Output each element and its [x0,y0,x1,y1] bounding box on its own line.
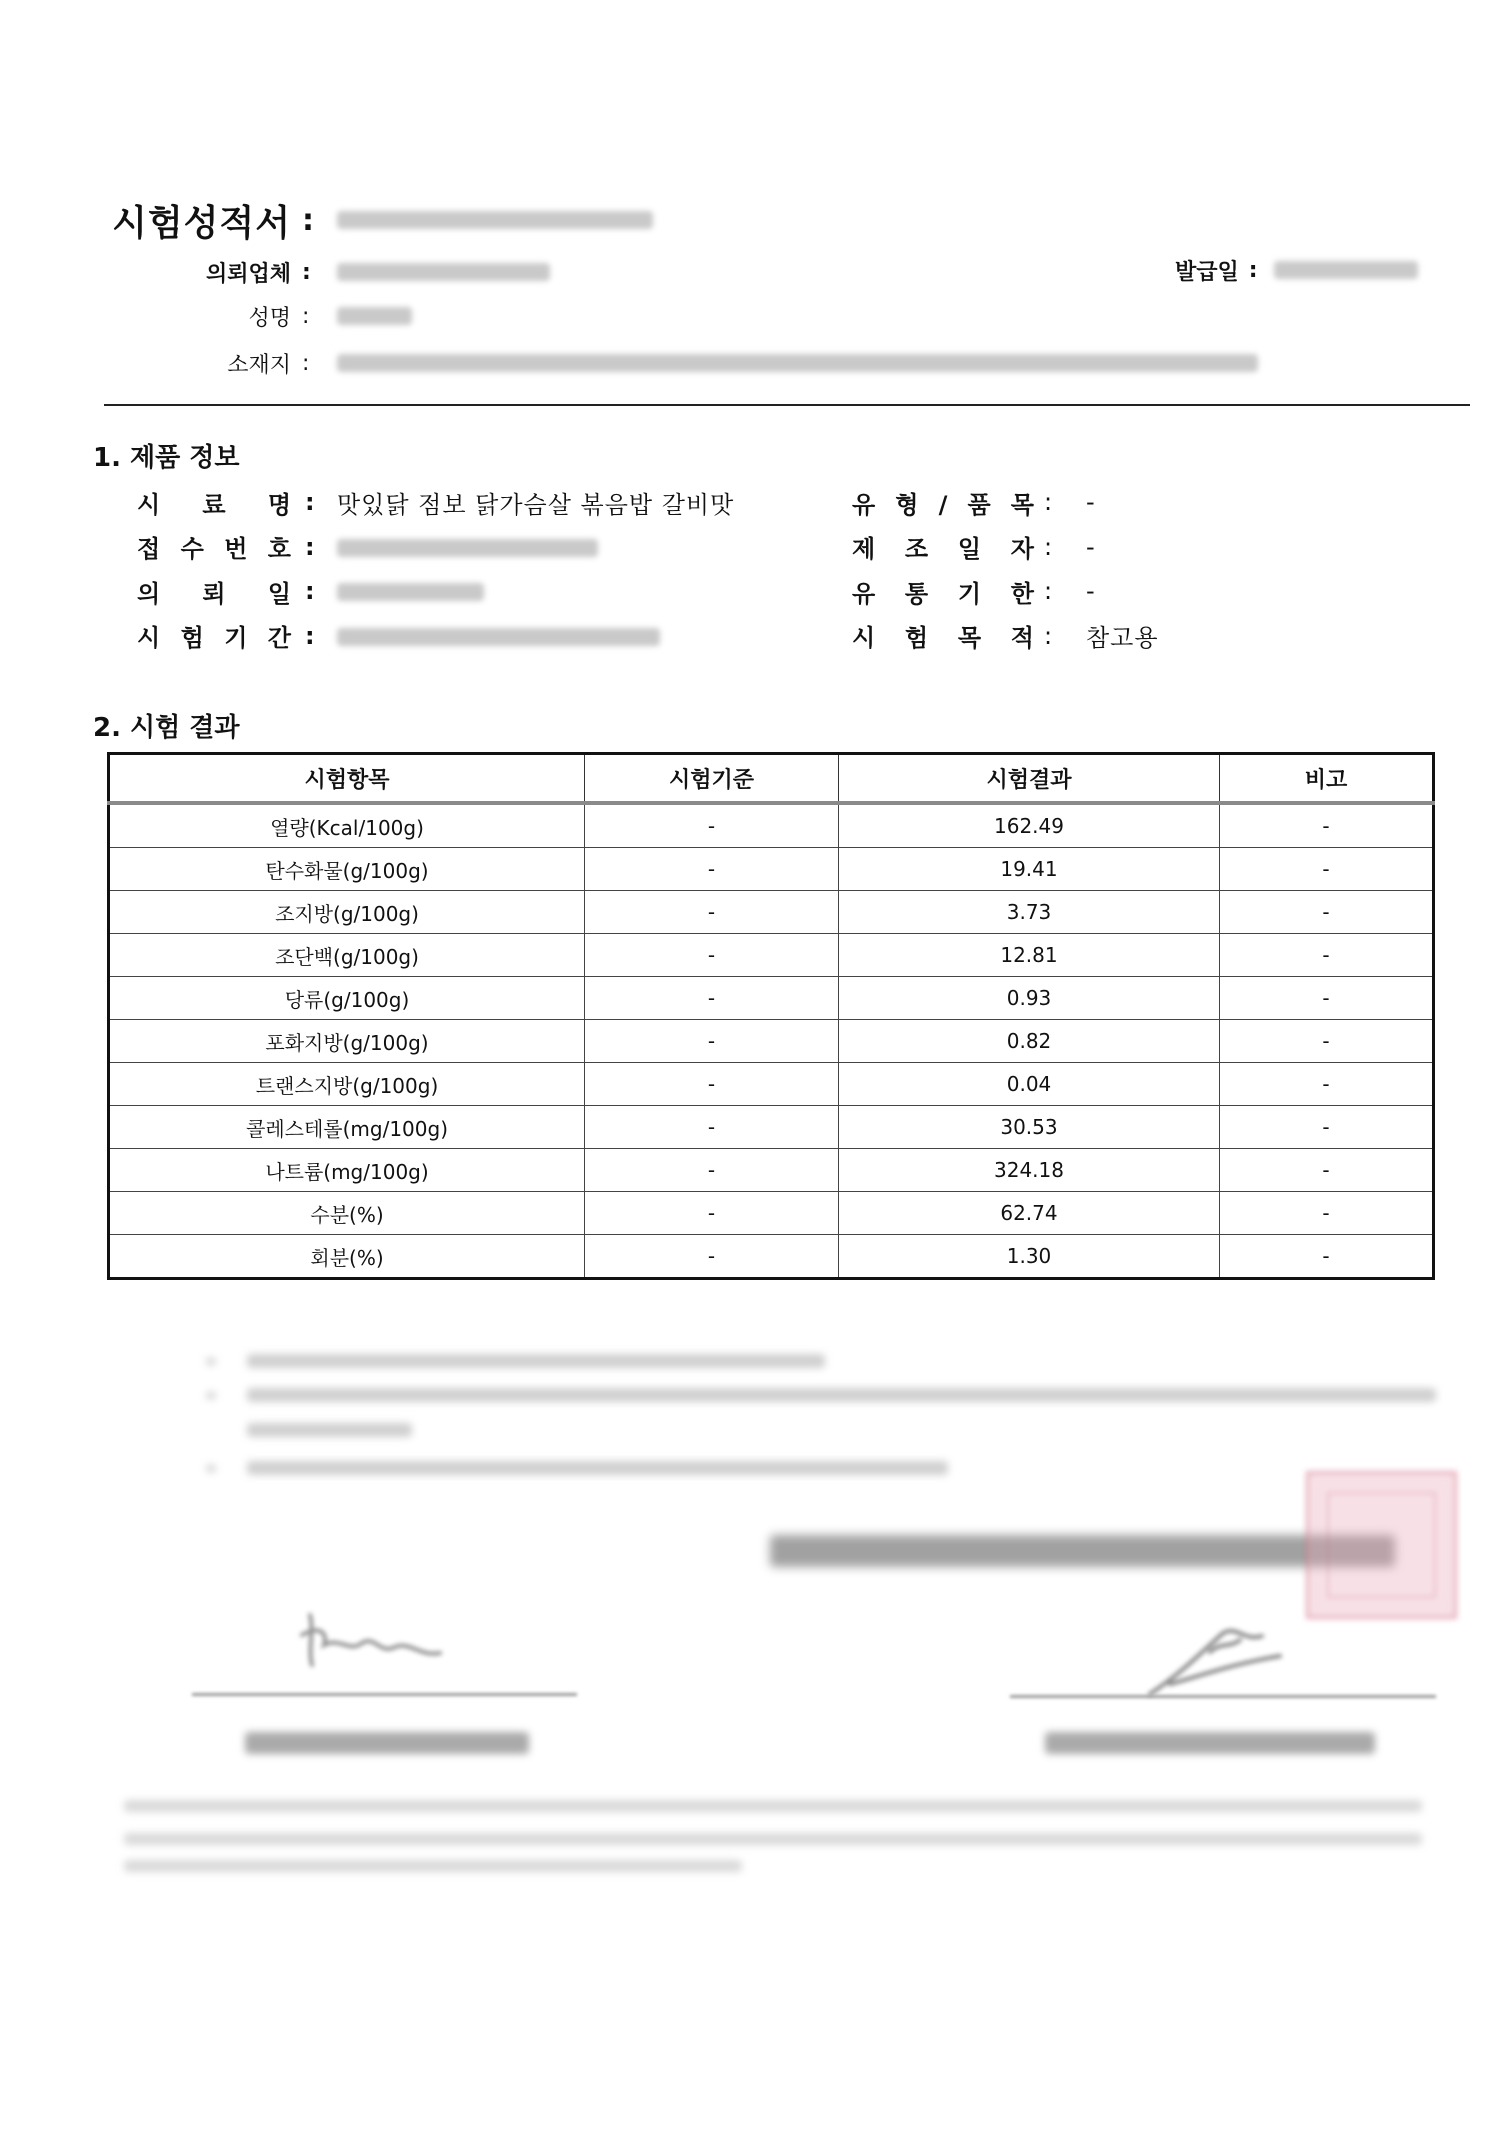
name-row [0,299,412,333]
test-results-table [107,752,1435,1280]
report-title-row [0,196,653,244]
table-row [109,848,1434,891]
colon: : [1044,621,1053,650]
address-row [0,346,1258,380]
approver-signature [1140,1612,1290,1702]
type-value: - [1086,488,1096,517]
product-info-heading: 1. 제품 정보 [93,443,240,473]
column-header-test-result: 시험결과 [839,754,1220,804]
test-item-cell: 트랜스지방(g/100g) [109,1063,585,1106]
test-result-cell: 0.93 [839,977,1220,1020]
remark-cell: - [1220,803,1434,848]
request-date-label: 의 뢰 일 [137,579,291,608]
tester-signature-line [192,1693,577,1696]
column-header-remark: 비고 [1220,754,1434,804]
test-item-cell: 콜레스테롤(mg/100g) [109,1106,585,1149]
column-header-test-item: 시험항목 [109,754,585,804]
test-standard-cell: - [585,1020,839,1063]
redacted-client [337,263,550,281]
test-result-cell: 1.30 [839,1235,1220,1279]
test-standard-cell: - [585,803,839,848]
remark-cell: - [1220,1106,1434,1149]
name-label: 성명 [248,305,291,331]
redacted-footer-text [124,1860,742,1872]
product-info [137,480,1159,658]
test-result-cell: 0.82 [839,1020,1220,1063]
test-item-cell: 조지방(g/100g) [109,891,585,934]
test-result-cell: 3.73 [839,891,1220,934]
colon: : [1044,532,1053,561]
test-item-cell: 수분(%) [109,1192,585,1235]
remark-cell: - [1220,1235,1434,1279]
table-row [109,803,1434,848]
info-row [137,614,1159,659]
table-row [109,977,1434,1020]
table-row [109,934,1434,977]
test-standard-cell: - [585,848,839,891]
client-label: 의뢰업체 [205,261,291,287]
info-row [137,525,1159,570]
test-standard-cell: - [585,1149,839,1192]
test-standard-cell: - [585,1063,839,1106]
remark-cell: - [1220,1020,1434,1063]
table-row [109,1020,1434,1063]
redacted-tester-name [245,1732,529,1754]
company-seal-stamp [1306,1471,1457,1619]
table-row [109,1149,1434,1192]
redacted-note [247,1388,1436,1402]
test-purpose-label: 시 험 목 적 [852,624,1034,653]
request-date-value [337,577,852,605]
sample-name-label: 시 료 명 [137,490,291,519]
info-row [137,480,1159,525]
redacted-test-period [337,628,660,646]
info-row [137,569,1159,614]
test-item-cell: 열량(Kcal/100g) [109,803,585,848]
test-results-heading: 2. 시험 결과 [93,713,240,743]
expiry-value: - [1086,577,1096,606]
colon: : [1044,577,1053,606]
redacted-request-date [337,583,484,601]
tester-signature [280,1595,470,1675]
test-item-cell: 조단백(g/100g) [109,934,585,977]
receipt-number-value [337,533,852,561]
redacted-approver-name [1045,1732,1375,1754]
table-row [109,1192,1434,1235]
client-row [0,255,550,289]
redacted-address [337,354,1258,372]
colon: : [302,259,311,285]
test-item-cell: 회분(%) [109,1235,585,1279]
test-standard-cell: - [585,1106,839,1149]
colon: : [1044,488,1053,517]
redacted-company-name [770,1535,1395,1567]
manufacture-date-label: 제 조 일 자 [852,535,1034,564]
redacted-issue-date [1274,261,1418,279]
colon: : [302,303,310,329]
redacted-bullet [206,1392,216,1399]
test-standard-cell: - [585,1235,839,1279]
test-result-cell: 62.74 [839,1192,1220,1235]
redacted-note [247,1423,412,1437]
test-result-cell: 19.41 [839,848,1220,891]
remark-cell: - [1220,934,1434,977]
remark-cell: - [1220,1149,1434,1192]
redacted-bullet [206,1465,216,1472]
test-result-cell: 0.04 [839,1063,1220,1106]
column-header-test-standard: 시험기준 [585,754,839,804]
address-label: 소재지 [227,352,291,378]
sample-name-value: 맛있닭 점보 닭가슴살 볶음밥 갈비맛 [337,490,735,519]
colon: : [305,621,315,650]
redacted-footer-text [124,1800,1422,1812]
test-result-cell: 30.53 [839,1106,1220,1149]
colon: : [305,532,315,561]
table-header [109,754,1434,804]
redacted-note [247,1354,825,1368]
report-title: 시험성적서 [112,202,291,244]
type-label: 유 형 / 품 목 [852,490,1034,519]
redacted-note [247,1461,948,1475]
remark-cell: - [1220,977,1434,1020]
colon: : [305,488,315,517]
remark-cell: - [1220,891,1434,934]
table-row [109,1106,1434,1149]
test-standard-cell: - [585,1192,839,1235]
redacted-name [337,307,412,325]
test-standard-cell: - [585,934,839,977]
remark-cell: - [1220,848,1434,891]
redacted-bullet [206,1358,216,1365]
table-row [109,891,1434,934]
colon: : [305,577,315,606]
table-row [109,1235,1434,1279]
test-item-cell: 당류(g/100g) [109,977,585,1020]
manufacture-date-value: - [1086,532,1096,561]
issue-date-label: 발급일 [1175,259,1239,285]
test-period-value [337,622,852,650]
redacted-footer-text [124,1833,1422,1845]
table-header-row [109,754,1434,804]
redacted-receipt-number [337,539,598,557]
table-row [109,1063,1434,1106]
test-standard-cell: - [585,891,839,934]
test-item-cell: 나트륨(mg/100g) [109,1149,585,1192]
approver-signature-line [1010,1695,1436,1698]
redacted-report-number [337,211,653,229]
colon: : [302,350,310,376]
table-body [109,803,1434,1279]
receipt-number-label: 접 수 번 호 [137,535,291,564]
remark-cell: - [1220,1063,1434,1106]
issue-date-row [1175,253,1418,287]
test-period-label: 시 험 기 간 [137,624,291,653]
colon: : [302,202,314,238]
test-purpose-value: 참고용 [1086,624,1159,653]
test-result-cell: 324.18 [839,1149,1220,1192]
expiry-label: 유 통 기 한 [852,579,1034,608]
test-result-cell: 162.49 [839,803,1220,848]
test-standard-cell: - [585,977,839,1020]
colon: : [1248,257,1258,283]
remark-cell: - [1220,1192,1434,1235]
test-item-cell: 탄수화물(g/100g) [109,848,585,891]
header-divider [104,404,1470,406]
test-item-cell: 포화지방(g/100g) [109,1020,585,1063]
stamp-inner-border [1327,1492,1436,1598]
test-result-cell: 12.81 [839,934,1220,977]
